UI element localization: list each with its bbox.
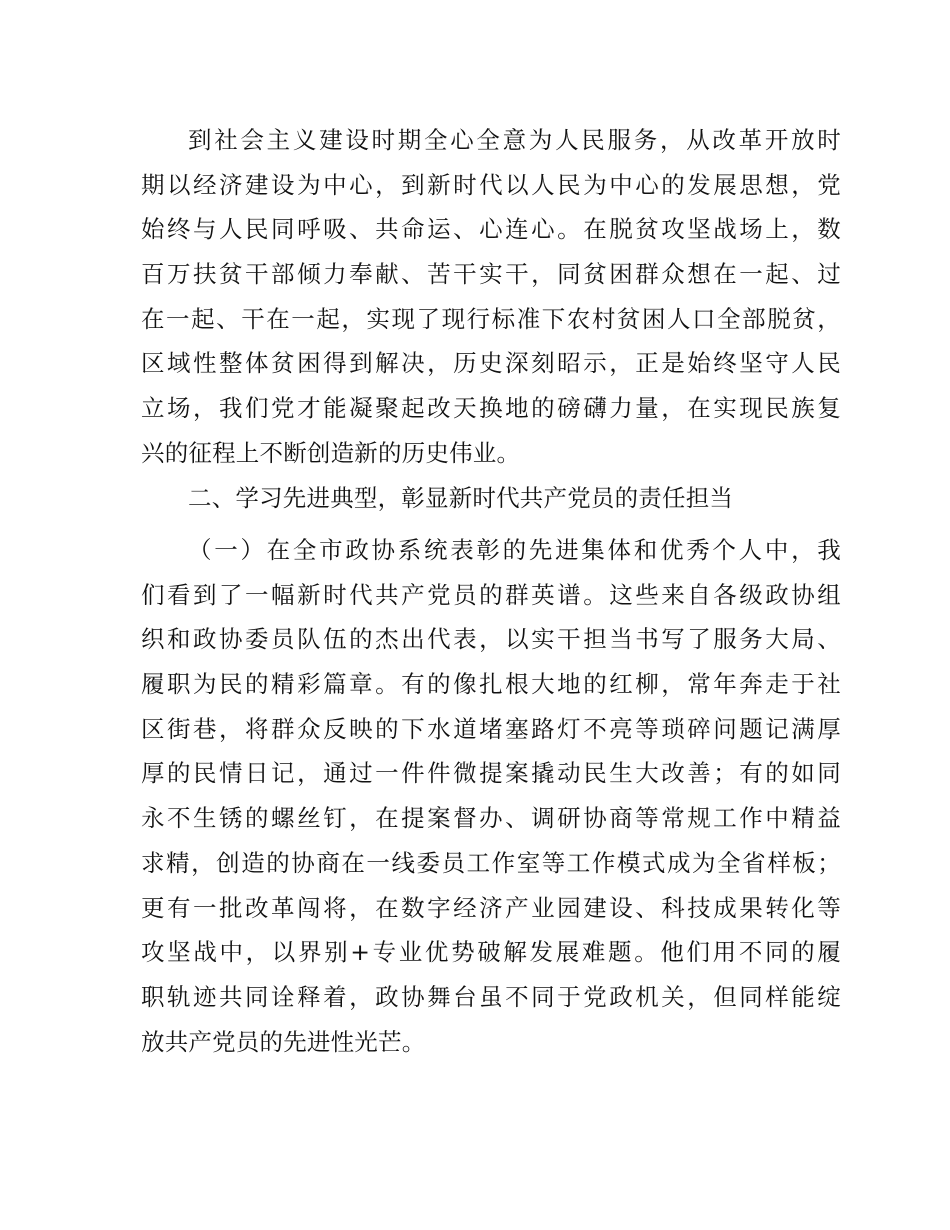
paragraph-line: 区域性整体贫困得到解决，历史深刻昭示，正是始终坚守人民 <box>141 349 841 378</box>
paragraph-line: 求精，创造的协商在一线委员工作室等工作模式成为全省样板； <box>141 848 841 877</box>
paragraph-3 <box>141 528 841 1064</box>
paragraph-line: 放共产党员的先进性光芒。 <box>141 1027 426 1056</box>
paragraph-line: 始终与人民同呼吸、共命运、心连心。在脱贫攻坚战场上，数 <box>141 215 841 244</box>
paragraph-line: 在一起、干在一起，实现了现行标准下农村贫困人口全部脱贫， <box>141 304 841 333</box>
paragraph-line: 兴的征程上不断创造新的历史伟业。 <box>141 438 521 467</box>
paragraph-line: 百万扶贫干部倾力奉献、苦干实干，同贫困群众想在一起、过 <box>141 260 841 289</box>
paragraph-line: 立场，我们党才能凝聚起改天换地的磅礴力量，在实现民族复 <box>141 394 841 423</box>
paragraph-1 <box>141 118 841 476</box>
paragraph-line: 永不生锈的螺丝钉，在提案督办、调研协商等常规工作中精益 <box>141 804 841 833</box>
paragraph-line: 攻坚战中，以界别+专业优势破解发展难题。他们用不同的履 <box>141 938 841 967</box>
paragraph-line: 职轨迹共同诠释着，政协舞台虽不同于党政机关，但同样能绽 <box>141 982 841 1011</box>
paragraph-line: 期以经济建设为中心，到新时代以人民为中心的发展思想，党 <box>141 170 841 199</box>
paragraph-line: 履职为民的精彩篇章。有的像扎根大地的红柳，常年奔走于社 <box>141 670 841 699</box>
paragraph-line: （一）在全市政协系统表彰的先进集体和优秀个人中，我 <box>188 536 841 564</box>
paragraph-line: 到社会主义建设时期全心全意为人民服务，从改革开放时 <box>188 126 841 154</box>
paragraph-line: 区街巷，将群众反映的下水道堵塞路灯不亮等琐碎问题记满厚 <box>141 714 841 743</box>
section-heading-text: 二、学习先进典型，彰显新时代共产党员的责任担当 <box>188 484 734 512</box>
section-heading <box>141 476 841 521</box>
paragraph-line: 厚的民情日记，通过一件件微提案撬动民生大改善；有的如同 <box>141 759 841 788</box>
paragraph-line: 更有一批改革闯将，在数字经济产业园建设、科技成果转化等 <box>141 893 841 922</box>
paragraph-line: 们看到了一幅新时代共产党员的群英谱。这些来自各级政协组 <box>141 580 841 609</box>
paragraph-line: 织和政协委员队伍的杰出代表，以实干担当书写了服务大局、 <box>141 625 841 654</box>
